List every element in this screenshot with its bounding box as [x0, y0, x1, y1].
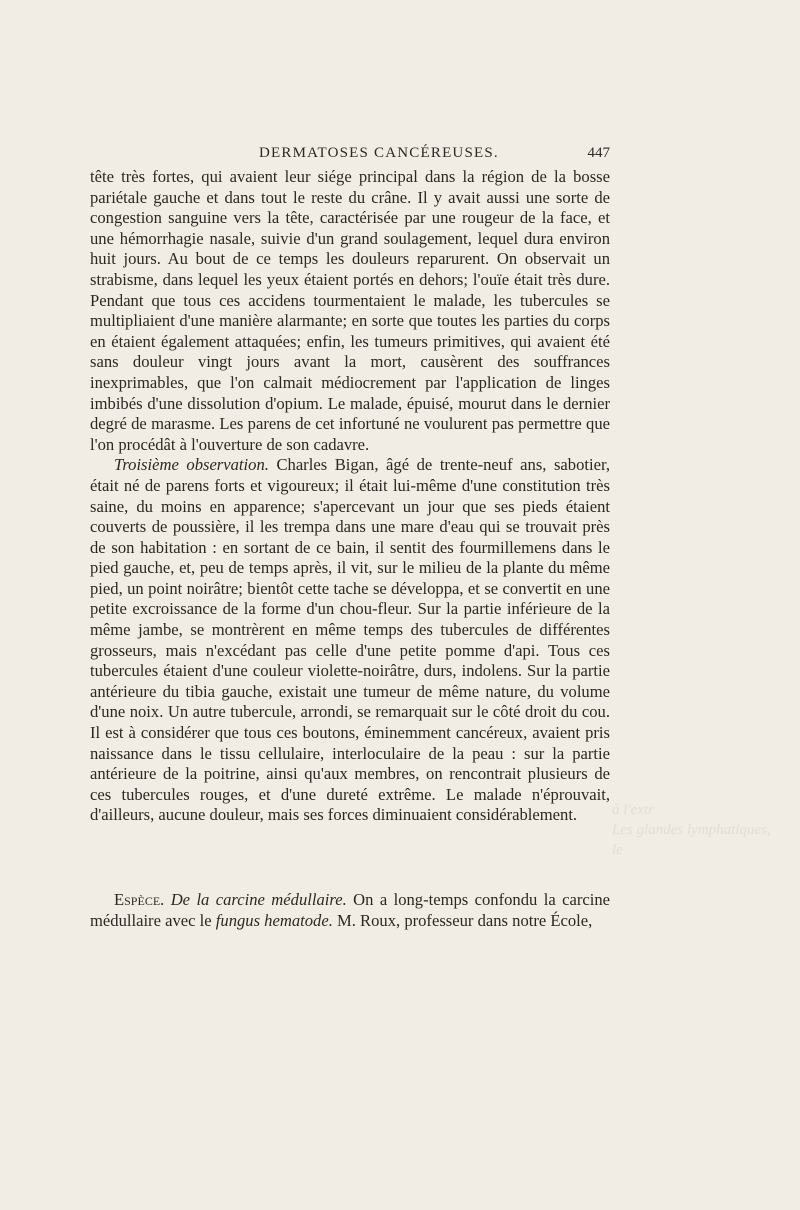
- main-text: [90, 167, 610, 826]
- species-section: [90, 890, 610, 931]
- running-head: DERMATOSES CANCÉREUSES.: [259, 145, 499, 161]
- fungus-term: fungus hematode.: [215, 910, 333, 930]
- page-number: 447: [587, 145, 610, 161]
- paragraph-third-observation: [90, 455, 610, 826]
- show-through-text: [612, 800, 800, 880]
- show-through-line: le: [612, 842, 623, 858]
- observation-text: Charles Bigan, âgé de trente-neuf ans, sabotier, était né de parens forts et vigoureux; il était lui-même d'une constitution très saine, du moins en apparence; s'apercevant un jour que ses pieds étaient couverts de poussière, il les trempa dans une mare d'eau qui se trouvait près de son habitation : en sortant de ce bain, il sentit des fourmillemens dans le pied gauche, et, peu de temps après, il vit, sur le milieu de la plante du même pied, un point noirâtre; bientôt cette tache se développa, et se convertit en une petite excroissance de la forme d'un chou-fleur. Sur la partie inférieure de la même jambe, se montrèrent en même temps des tubercules de différentes grosseurs, mais n'excédant pas celle d'une petite pomme d'api. Tous ces tubercules étaient d'une couleur violette-noirâtre, durs, indolens. Sur la partie antérieure du tibia gauche, existait une tumeur de même nature, du volume d'une noix. Un autre tubercule, arrondi, se remarquait sur le côté droit du cou. Il est à considérer que tous ces boutons, éminemment cancéreux, avaient pris naissance dans le tissu cellulaire, interloculaire de la peau : sur la partie antérieure de la poitrine, ainsi qu'aux membres, on rencontrait plusieurs de ces tubercules rouges, et d'une dureté extrême. Le malade n'éprouvait, d'ailleurs, aucune douleur, mais ses forces diminuaient considérablement.: [90, 455, 610, 825]
- species-label: Espèce.: [114, 890, 165, 909]
- paragraph-case-continuation: tête très fortes, qui avaient leur siége principal dans la région de la bosse pariétale gauche et dans tout le reste du crâne. Il y avait aussi une sorte de congestion sanguine vers la tête, caractérisée par une rougeur de la face, et une hémorrhagie nasale, suivie d'un grand soulagement, lequel dura environ huit jours. Au bout de ce temps les douleurs reparurent. On observait un strabisme, dans lequel les yeux étaient portés en dehors; l'ouïe était très dure. Pendant que tous ces accidens tourmentaient le malade, les tubercules se multipliaient d'une manière alarmante; en sorte que toutes les parties du corps en étaient également attaquées; enfin, les tumeurs primitives, qui avaient été sans douleur vingt jours avant la mort, causèrent des souffrances inexprimables, que l'on calmait médiocrement par l'application de linges imbibés d'une dissolution d'opium. Le malade, épuisé, mourut dans le dernier degré de marasme. Les parens de cet infortuné ne voulurent pas permettre que l'on procédât à l'ouverture de son cadavre.: [90, 167, 610, 454]
- species-text-a: On a long-temps confondu la carcine médullaire avec le: [90, 890, 610, 930]
- show-through-line: à l'extr: [612, 802, 654, 818]
- species-title: De la carcine médullaire.: [170, 890, 347, 909]
- show-through-line: Les glandes lymphatiques,: [612, 822, 771, 838]
- page-header: [90, 145, 610, 167]
- observation-heading: Troisième observation.: [114, 455, 269, 475]
- species-paragraph: [90, 890, 610, 931]
- species-text-b: M. Roux, professeur dans notre École,: [332, 910, 593, 930]
